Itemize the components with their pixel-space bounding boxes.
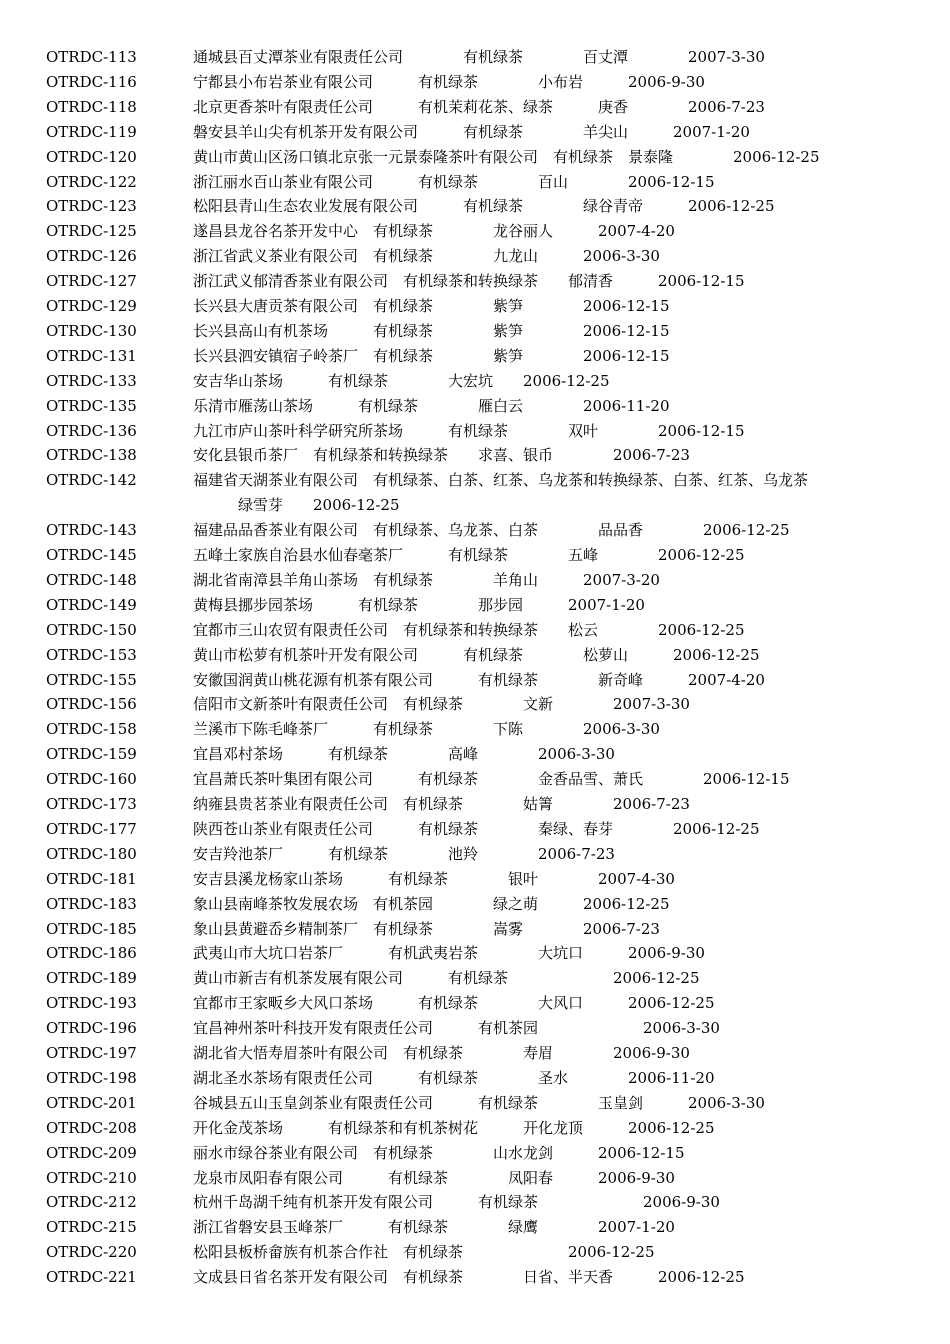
record-text: 五峰土家族自治县水仙春毫茶厂 有机绿茶 五峰 2006-12-25 xyxy=(193,546,745,564)
record-code: OTRDC-136 xyxy=(46,421,137,440)
record-row xyxy=(0,1141,950,1166)
record-row xyxy=(0,668,950,693)
record-row xyxy=(0,70,950,95)
record-text: 安化县银币茶厂 有机绿茶和转换绿茶 求喜、银币 2006-7-23 xyxy=(193,446,690,465)
record-row xyxy=(0,892,950,917)
record-code: OTRDC-177 xyxy=(46,819,137,838)
record-row xyxy=(0,518,950,543)
record-code: OTRDC-126 xyxy=(46,247,137,266)
record-text: 陕西苍山茶业有限责任公司 有机绿茶 秦绿、春芽 2006-12-25 xyxy=(193,819,760,838)
record-text: 福建品品香茶业有限公司 有机绿茶、乌龙茶、白茶 品品香 2006-12-25 xyxy=(193,521,790,540)
record-text: 松阳县板桥畲族有机茶合作社 有机绿茶 2006-12-25 xyxy=(193,1243,655,1262)
record-row xyxy=(0,369,950,394)
record-code: OTRDC-160 xyxy=(46,770,137,789)
record-text: 安吉华山茶场 有机绿茶 大宏坑 2006-12-25 xyxy=(193,371,610,390)
record-row xyxy=(0,742,950,767)
record-text: 谷城县五山玉皇剑茶业有限责任公司 有机绿茶 玉皇剑 2006-3-30 xyxy=(193,1093,765,1112)
record-row xyxy=(0,1265,950,1290)
record-row xyxy=(0,543,950,568)
record-code: OTRDC-131 xyxy=(46,346,137,365)
record-code: OTRDC-193 xyxy=(46,994,137,1013)
record-row xyxy=(0,792,950,817)
record-code: OTRDC-113 xyxy=(46,48,137,66)
record-row xyxy=(0,344,950,369)
record-text: 兰溪市下陈毛峰茶厂 有机绿茶 下陈 2006-3-30 xyxy=(193,720,660,739)
record-row xyxy=(0,1041,950,1066)
record-row xyxy=(0,966,950,991)
record-row xyxy=(0,817,950,842)
record-row xyxy=(0,941,950,966)
record-text: 磐安县羊山尖有机茶开发有限公司 有机绿茶 羊尖山 2007-1-20 xyxy=(193,122,750,141)
record-row xyxy=(0,394,950,419)
record-code: OTRDC-116 xyxy=(46,72,137,91)
record-code: OTRDC-125 xyxy=(46,222,137,241)
record-text: 杭州千岛湖千纯有机茶开发有限公司 有机绿茶 2006-9-30 xyxy=(193,1193,720,1212)
record-code: OTRDC-208 xyxy=(46,1118,137,1137)
record-code: OTRDC-127 xyxy=(46,272,137,291)
record-code: OTRDC-156 xyxy=(46,695,137,714)
record-text: 乐清市雁荡山茶场 有机绿茶 雁白云 2006-11-20 xyxy=(193,396,670,415)
record-row xyxy=(0,767,950,792)
record-code: OTRDC-138 xyxy=(46,446,137,465)
record-code: OTRDC-150 xyxy=(46,620,137,639)
record-code: OTRDC-181 xyxy=(46,869,137,888)
record-row xyxy=(0,717,950,742)
record-code: OTRDC-158 xyxy=(46,720,137,739)
record-code: OTRDC-197 xyxy=(46,1044,137,1062)
record-row xyxy=(0,867,950,892)
record-text: 通城县百丈潭茶业有限责任公司 有机绿茶 百丈潭 2007-3-30 xyxy=(193,48,765,66)
record-code: OTRDC-130 xyxy=(46,321,137,340)
record-row xyxy=(0,618,950,643)
record-row xyxy=(0,419,950,444)
record-code: OTRDC-183 xyxy=(46,894,137,913)
record-text: 武夷山市大坑口岩茶厂 有机武夷岩茶 大坑口 2006-9-30 xyxy=(193,944,705,963)
record-text: 长兴县大唐贡茶有限公司 有机绿茶 紫笋 2006-12-15 xyxy=(193,297,670,315)
record-row xyxy=(0,45,950,70)
record-code: OTRDC-129 xyxy=(46,297,137,315)
record-code: OTRDC-142 xyxy=(46,471,137,490)
record-row xyxy=(0,294,950,319)
record-row xyxy=(0,643,950,668)
record-code: OTRDC-198 xyxy=(46,1068,137,1087)
record-text: 信阳市文新茶叶有限责任公司 有机绿茶 文新 2007-3-30 xyxy=(193,695,690,714)
record-code: OTRDC-119 xyxy=(46,122,137,141)
record-text: 象山县黄避岙乡精制茶厂 有机绿茶 嵩雾 2006-7-23 xyxy=(193,919,660,938)
record-code: OTRDC-186 xyxy=(46,944,137,963)
record-row xyxy=(0,443,950,468)
record-code: OTRDC-155 xyxy=(46,670,137,689)
record-row xyxy=(0,1066,950,1091)
record-row xyxy=(0,991,950,1016)
record-code: OTRDC-133 xyxy=(46,371,137,390)
record-text: 安徽国润黄山桃花源有机茶有限公司 有机绿茶 新奇峰 2007-4-20 xyxy=(193,670,765,689)
record-row xyxy=(0,319,950,344)
record-row xyxy=(0,1091,950,1116)
record-code: OTRDC-120 xyxy=(46,147,137,166)
record-row xyxy=(0,120,950,145)
record-code: OTRDC-196 xyxy=(46,1019,137,1038)
record-code: OTRDC-145 xyxy=(46,546,137,564)
record-text: 湖北圣水茶场有限责任公司 有机绿茶 圣水 2006-11-20 xyxy=(193,1068,715,1087)
record-row xyxy=(0,1190,950,1215)
record-text: 宜都市三山农贸有限责任公司 有机绿茶和转换绿茶 松云 2006-12-25 xyxy=(193,620,745,639)
record-text: 浙江省磐安县玉峰茶厂 有机绿茶 绿鹰 2007-1-20 xyxy=(193,1218,675,1237)
record-code: OTRDC-159 xyxy=(46,745,137,764)
record-code: OTRDC-149 xyxy=(46,595,137,614)
record-text: 纳雍县贵茗茶业有限责任公司 有机绿茶 姑箐 2006-7-23 xyxy=(193,795,690,813)
record-code: OTRDC-185 xyxy=(46,919,137,938)
record-text: 长兴县高山有机茶场 有机绿茶 紫笋 2006-12-15 xyxy=(193,321,670,340)
record-row xyxy=(0,1166,950,1191)
record-code: OTRDC-221 xyxy=(46,1268,137,1287)
record-row xyxy=(0,95,950,120)
record-code: OTRDC-153 xyxy=(46,645,137,664)
record-row xyxy=(0,1215,950,1240)
record-code: OTRDC-148 xyxy=(46,570,137,589)
record-text: 遂昌县龙谷名茶开发中心 有机绿茶 龙谷丽人 2007-4-20 xyxy=(193,222,675,241)
record-code: OTRDC-180 xyxy=(46,844,137,863)
record-text: 湖北省大悟寿眉茶叶有限公司 有机绿茶 寿眉 2006-9-30 xyxy=(193,1044,690,1062)
record-code: OTRDC-135 xyxy=(46,396,137,415)
record-text: 黄山市黄山区汤口镇北京张一元景泰隆茶叶有限公司 有机绿茶 景泰隆 2006-12-25 xyxy=(193,147,820,166)
record-row xyxy=(0,593,950,618)
record-row xyxy=(0,219,950,244)
record-code: OTRDC-201 xyxy=(46,1093,137,1112)
record-row xyxy=(0,269,950,294)
record-row xyxy=(0,244,950,269)
record-row xyxy=(0,692,950,717)
record-code: OTRDC-143 xyxy=(46,521,137,540)
record-text-continuation: 绿雪芽 2006-12-25 xyxy=(238,496,400,515)
record-text: 开化金茂茶场 有机绿茶和有机茶树花 开化龙顶 2006-12-25 xyxy=(193,1118,715,1137)
record-code: OTRDC-209 xyxy=(46,1143,137,1162)
record-code: OTRDC-215 xyxy=(46,1218,137,1237)
record-code: OTRDC-220 xyxy=(46,1243,137,1262)
record-text: 浙江丽水百山茶业有限公司 有机绿茶 百山 2006-12-15 xyxy=(193,172,715,191)
record-row xyxy=(0,1240,950,1265)
record-row xyxy=(0,170,950,195)
record-row xyxy=(0,568,950,593)
record-row xyxy=(0,1116,950,1141)
record-text: 安吉县溪龙杨家山茶场 有机绿茶 银叶 2007-4-30 xyxy=(193,869,675,888)
record-text: 福建省天湖茶业有限公司 有机绿茶、白茶、红茶、乌龙茶和转换绿茶、白茶、红茶、乌龙茶 xyxy=(193,471,809,490)
record-text: 北京更香茶叶有限责任公司 有机茉莉花茶、绿茶 庚香 2006-7-23 xyxy=(193,97,765,116)
record-text: 浙江省武义茶业有限公司 有机绿茶 九龙山 2006-3-30 xyxy=(193,247,660,266)
record-text: 黄山市松萝有机茶叶开发有限公司 有机绿茶 松萝山 2006-12-25 xyxy=(193,645,760,664)
record-code: OTRDC-210 xyxy=(46,1168,137,1187)
record-row xyxy=(0,917,950,942)
record-text: 宜昌萧氏茶叶集团有限公司 有机绿茶 金香品雪、萧氏 2006-12-15 xyxy=(193,770,790,789)
record-text: 龙泉市凤阳春有限公司 有机绿茶 凤阳春 2006-9-30 xyxy=(193,1168,675,1187)
record-code: OTRDC-123 xyxy=(46,197,137,216)
record-text: 九江市庐山茶叶科学研究所茶场 有机绿茶 双叶 2006-12-15 xyxy=(193,421,745,440)
record-text: 宁都县小布岩茶业有限公司 有机绿茶 小布岩 2006-9-30 xyxy=(193,72,705,91)
record-text: 长兴县泗安镇宿子岭茶厂 有机绿茶 紫笋 2006-12-15 xyxy=(193,346,670,365)
record-text: 象山县南峰茶牧发展农场 有机茶园 绿之萌 2006-12-25 xyxy=(193,894,670,913)
record-text: 丽水市绿谷茶业有限公司 有机绿茶 山水龙剑 2006-12-15 xyxy=(193,1143,685,1162)
record-code: OTRDC-212 xyxy=(46,1193,137,1212)
record-text: 文成县日省名茶开发有限公司 有机绿茶 日省、半天香 2006-12-25 xyxy=(193,1268,745,1287)
record-text: 安吉羚池茶厂 有机绿茶 池羚 2006-7-23 xyxy=(193,844,615,863)
record-row xyxy=(0,145,950,170)
record-text: 湖北省南漳县羊角山茶场 有机绿茶 羊角山 2007-3-20 xyxy=(193,570,660,589)
record-row xyxy=(0,194,950,219)
record-text: 松阳县青山生态农业发展有限公司 有机绿茶 绿谷青帝 2006-12-25 xyxy=(193,197,775,216)
record-row-continuation xyxy=(0,493,950,518)
record-text: 宜昌神州茶叶科技开发有限责任公司 有机茶园 2006-3-30 xyxy=(193,1019,720,1038)
record-row xyxy=(0,468,950,493)
record-text: 宜昌邓村茶场 有机绿茶 高峰 2006-3-30 xyxy=(193,745,615,764)
record-code: OTRDC-189 xyxy=(46,969,137,988)
record-code: OTRDC-122 xyxy=(46,172,137,191)
record-row xyxy=(0,842,950,867)
record-code: OTRDC-118 xyxy=(46,97,137,116)
record-text: 浙江武义郁清香茶业有限公司 有机绿茶和转换绿茶 郁清香 2006-12-15 xyxy=(193,272,745,291)
record-text: 黄山市新吉有机茶发展有限公司 有机绿茶 2006-12-25 xyxy=(193,969,700,988)
record-text: 黄梅县挪步园茶场 有机绿茶 那步园 2007-1-20 xyxy=(193,595,645,614)
record-code: OTRDC-173 xyxy=(46,795,137,813)
record-row xyxy=(0,1016,950,1041)
record-text: 宜都市王家畈乡大风口茶场 有机绿茶 大风口 2006-12-25 xyxy=(193,994,715,1013)
